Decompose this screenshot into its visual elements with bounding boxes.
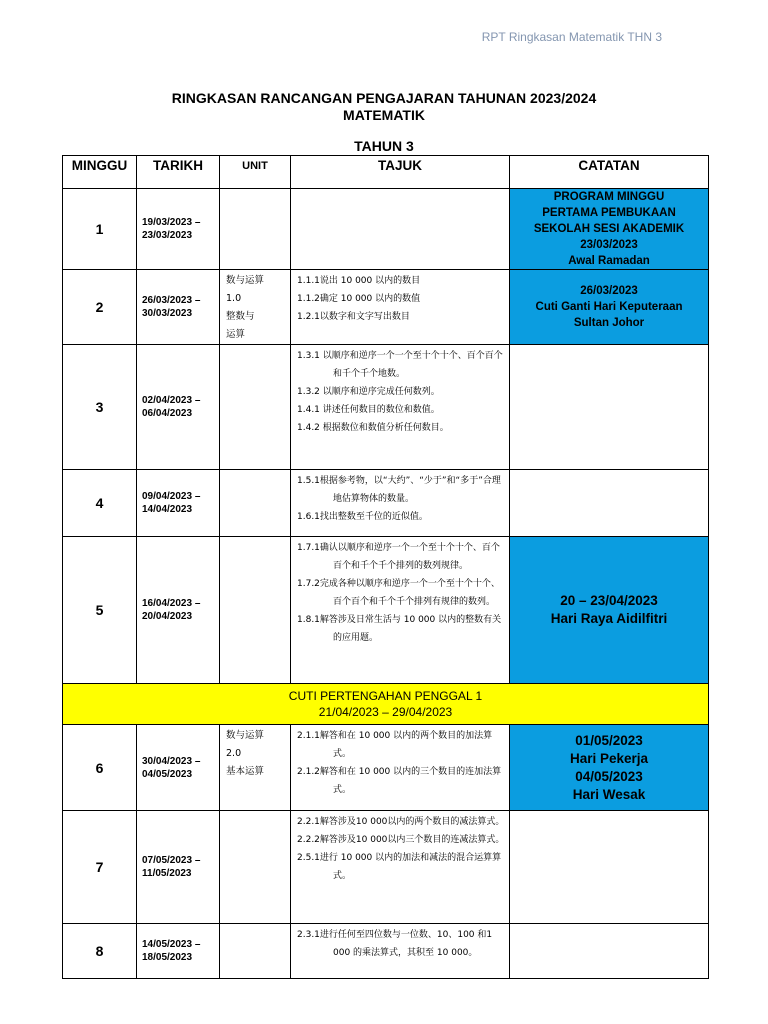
topic-cell [291, 470, 510, 537]
note-text: Hari Pekerja [569, 750, 649, 766]
topic-item: 1.4.1 讲述任何数目的数位和数值。 [297, 405, 440, 415]
unit-cell [220, 811, 291, 924]
topic-cell [291, 811, 510, 924]
table-body [63, 189, 709, 979]
table-row [63, 924, 709, 979]
note-text: 26/03/2023 [580, 285, 638, 297]
date-cell [137, 811, 220, 924]
table-row [63, 270, 709, 345]
note-cell [510, 345, 709, 470]
topic-item: 2.3.1进行任何至四位数与一位数、10、100 和1 000 的乘法算式，其积至 10 000。 [297, 930, 493, 958]
topic-cell [291, 924, 510, 979]
date-cell [137, 270, 220, 345]
document-year: TAHUN 3 [354, 138, 414, 154]
topic-cell [291, 345, 510, 470]
date-text: 11/05/2023 [142, 868, 192, 879]
topic-item: 2.1.1解答和在 10 000 以内的两个数目的加法算式。 [297, 731, 493, 759]
note-cell [510, 189, 709, 270]
topic-item: 1.1.2确定 10 000 以内的数值 [297, 294, 421, 304]
unit-text: 1.0 [226, 293, 242, 304]
week-cell: 7 [63, 811, 137, 924]
week-cell: 8 [63, 924, 137, 979]
schedule-table [62, 155, 709, 979]
table-row [63, 189, 709, 270]
document-header-note: RPT Ringkasan Matematik THN 3 [481, 30, 662, 44]
date-cell [137, 924, 220, 979]
unit-cell [220, 270, 291, 345]
term-break-text: 21/04/2023 – 29/04/2023 [318, 705, 453, 719]
note-text: Sultan Johor [573, 317, 645, 329]
note-cell [510, 725, 709, 811]
topic-item: 1.5.1根据参考物，以“大约”、“少于”和“多于”合理地估算物体的数量。 [297, 476, 501, 504]
table-row [63, 811, 709, 924]
col-header-date: TARIKH [137, 156, 220, 189]
col-header-week: MINGGU [63, 156, 137, 189]
unit-cell [220, 345, 291, 470]
unit-text: 运算 [226, 329, 246, 340]
topic-item: 1.6.1找出整数至千位的近似值。 [297, 512, 428, 522]
date-text: 06/04/2023 [142, 408, 193, 419]
topic-cell [291, 725, 510, 811]
date-text: 07/05/2023 – [142, 855, 201, 866]
week-cell: 4 [63, 470, 137, 537]
topic-item: 1.3.2 以顺序和逆序完成任何数列。 [297, 387, 440, 397]
date-cell [137, 470, 220, 537]
note-text: 23/03/2023 [580, 239, 638, 251]
note-text: Awal Ramadan [568, 255, 650, 267]
week-cell: 1 [63, 189, 137, 270]
date-text: 19/03/2023 – [142, 217, 201, 228]
topic-item: 1.8.1解答涉及日常生活与 10 000 以内的整数有关的应用题。 [297, 615, 502, 643]
date-cell [137, 725, 220, 811]
col-header-topic: TAJUK [291, 156, 510, 189]
table-header-row [63, 156, 709, 189]
document-subject: MATEMATIK [343, 107, 425, 123]
date-text: 04/05/2023 [142, 768, 193, 780]
unit-cell [220, 537, 291, 684]
note-text: Hari Wesak [572, 786, 646, 802]
date-text: 20/04/2023 [142, 611, 193, 622]
note-cell [510, 270, 709, 345]
note-text: Cuti Ganti Hari Keputeraan [535, 301, 683, 313]
topic-item: 1.7.2完成各种以顺序和逆序一个一个至十个十个、百个百个和千个千个排列有规律的数列。 [297, 579, 500, 607]
term-break-row [63, 684, 709, 725]
topic-item: 1.1.1说出 10 000 以内的数目 [297, 276, 421, 286]
topic-item: 2.2.1解答涉及10 000以内的两个数目的减法算式。 [297, 817, 505, 827]
topic-item: 2.5.1进行 10 000 以内的加法和减法的混合运算算式。 [297, 853, 502, 881]
unit-cell [220, 189, 291, 270]
unit-cell [220, 470, 291, 537]
date-text: 23/03/2023 [142, 230, 193, 241]
term-break-text: CUTI PERTENGAHAN PENGGAL 1 [288, 689, 483, 703]
note-cell [510, 470, 709, 537]
date-text: 14/04/2023 [142, 504, 193, 515]
topic-item: 1.7.1确认以顺序和逆序一个一个至十个十个、百个百个和千个千个排列的数列规律。 [297, 543, 500, 571]
date-text: 09/04/2023 – [142, 491, 201, 502]
unit-cell [220, 725, 291, 811]
date-cell [137, 537, 220, 684]
col-header-note: CATATAN [510, 156, 709, 189]
date-text: 02/04/2023 – [142, 395, 201, 406]
note-cell [510, 924, 709, 979]
col-header-unit: UNIT [220, 156, 291, 189]
note-text: 20 – 23/04/2023 [560, 593, 658, 608]
table-row [63, 537, 709, 684]
topic-cell [291, 270, 510, 345]
topic-item: 1.3.1 以顺序和逆序一个一个至十个十个、百个百个和千个千个地数。 [297, 351, 503, 379]
date-text: 14/05/2023 – [142, 939, 201, 950]
topic-item: 2.1.2解答和在 10 000 以内的三个数目的连加法算式。 [297, 767, 502, 795]
topic-cell [291, 189, 510, 270]
date-cell [137, 345, 220, 470]
week-cell: 2 [63, 270, 137, 345]
document-title: RINGKASAN RANCANGAN PENGAJARAN TAHUNAN 2023/2024 [171, 90, 597, 106]
week-cell: 5 [63, 537, 137, 684]
unit-text: 数与运算 [226, 730, 265, 741]
week-cell: 6 [63, 725, 137, 811]
date-text: 30/04/2023 – [142, 755, 201, 767]
date-cell [137, 189, 220, 270]
week-cell: 3 [63, 345, 137, 470]
note-cell [510, 537, 709, 684]
unit-cell [220, 924, 291, 979]
note-text: PERTAMA PEMBUKAAN [542, 207, 676, 219]
topic-item: 1.2.1以数字和文字写出数目 [297, 312, 410, 322]
table-row [63, 725, 709, 811]
date-text: 16/04/2023 – [142, 598, 201, 609]
table-row [63, 345, 709, 470]
topic-item: 2.2.2解答涉及10 000以内三个数目的连减法算式。 [297, 835, 505, 845]
note-text: SEKOLAH SESI AKADEMIK [533, 223, 685, 235]
topic-cell [291, 537, 510, 684]
table-row [63, 470, 709, 537]
unit-text: 数与运算 [226, 275, 265, 286]
unit-text: 基本运算 [226, 766, 265, 777]
term-break-cell [63, 684, 709, 725]
date-text: 26/03/2023 – [142, 295, 201, 306]
note-text: PROGRAM MINGGU [553, 191, 665, 203]
note-text: Hari Raya Aidilfitri [550, 611, 668, 626]
note-cell [510, 811, 709, 924]
date-text: 30/03/2023 [142, 308, 193, 319]
note-text: 04/05/2023 [575, 768, 643, 784]
note-text: 01/05/2023 [575, 732, 643, 748]
unit-text: 整数与 [226, 311, 255, 322]
topic-item: 1.4.2 根据数位和数值分析任何数目。 [297, 423, 449, 433]
unit-text: 2.0 [226, 748, 242, 759]
date-text: 18/05/2023 [142, 952, 193, 963]
